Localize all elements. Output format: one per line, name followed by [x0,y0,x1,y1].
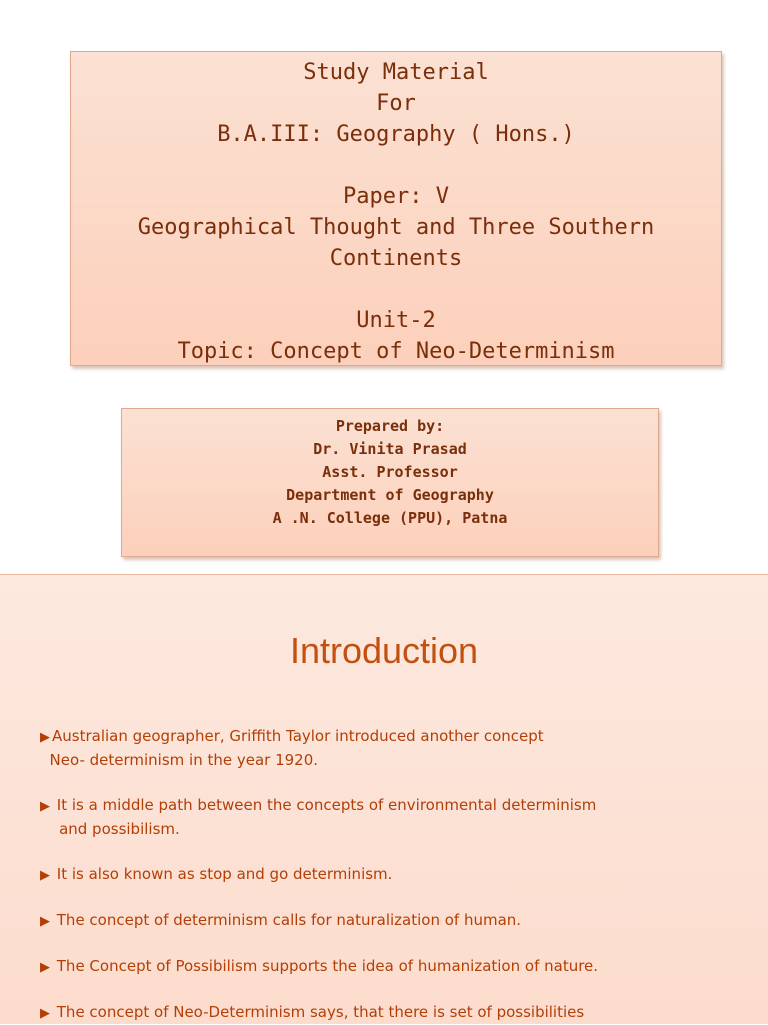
title-line: Paper: V [343,184,449,209]
bullet-item: ▶ The concept of Neo-Determinism says, that there is set of possibilities [40,1003,585,1021]
bullet-item: ▶ The concept of determinism calls for naturalization of human. [40,911,522,929]
bullet-item: ▶ It is a middle path between the concepts of environmental determinism and possibilism. [40,796,597,838]
title-line: B.A.III: Geography ( Hons.) [217,122,575,147]
author-line: Asst. Professor [322,463,458,481]
arrow-icon: ▶ [40,730,50,745]
title-line: Topic: Concept of Neo-Determinism [177,339,615,364]
arrow-icon: ▶ [40,914,50,929]
author-line: A .N. College (PPU), Patna [272,509,508,527]
intro-bullets [0,575,768,1025]
title-line: Geographical Thought and Three Southern [137,215,655,240]
title-line: Unit-2 [356,308,436,333]
title-line: Study Material [303,60,489,85]
title-line: For [376,91,416,116]
arrow-icon: ▶ [40,799,50,814]
bullet-item: ▶ Australian geographer, Griffith Taylor introduced another concept Neo- determinism in the year 1920. [40,727,544,769]
intro-title: Introduction [289,630,479,671]
arrow-icon: ▶ [40,960,50,975]
author-line: Prepared by: [335,417,445,435]
title-line: Continents [329,246,463,271]
arrow-icon: ▶ [40,1006,50,1021]
bullet-item: ▶ It is also known as stop and go determinism. [40,865,393,883]
author-box [121,408,659,557]
intro-slide [0,574,768,1024]
author-line: Department of Geography [286,486,494,504]
arrow-icon: ▶ [40,868,50,883]
author-line: Dr. Vinita Prasad [313,440,467,458]
bullet-item: ▶ The Concept of Possibilism supports the idea of humanization of nature. [40,957,599,975]
title-box [70,51,722,366]
